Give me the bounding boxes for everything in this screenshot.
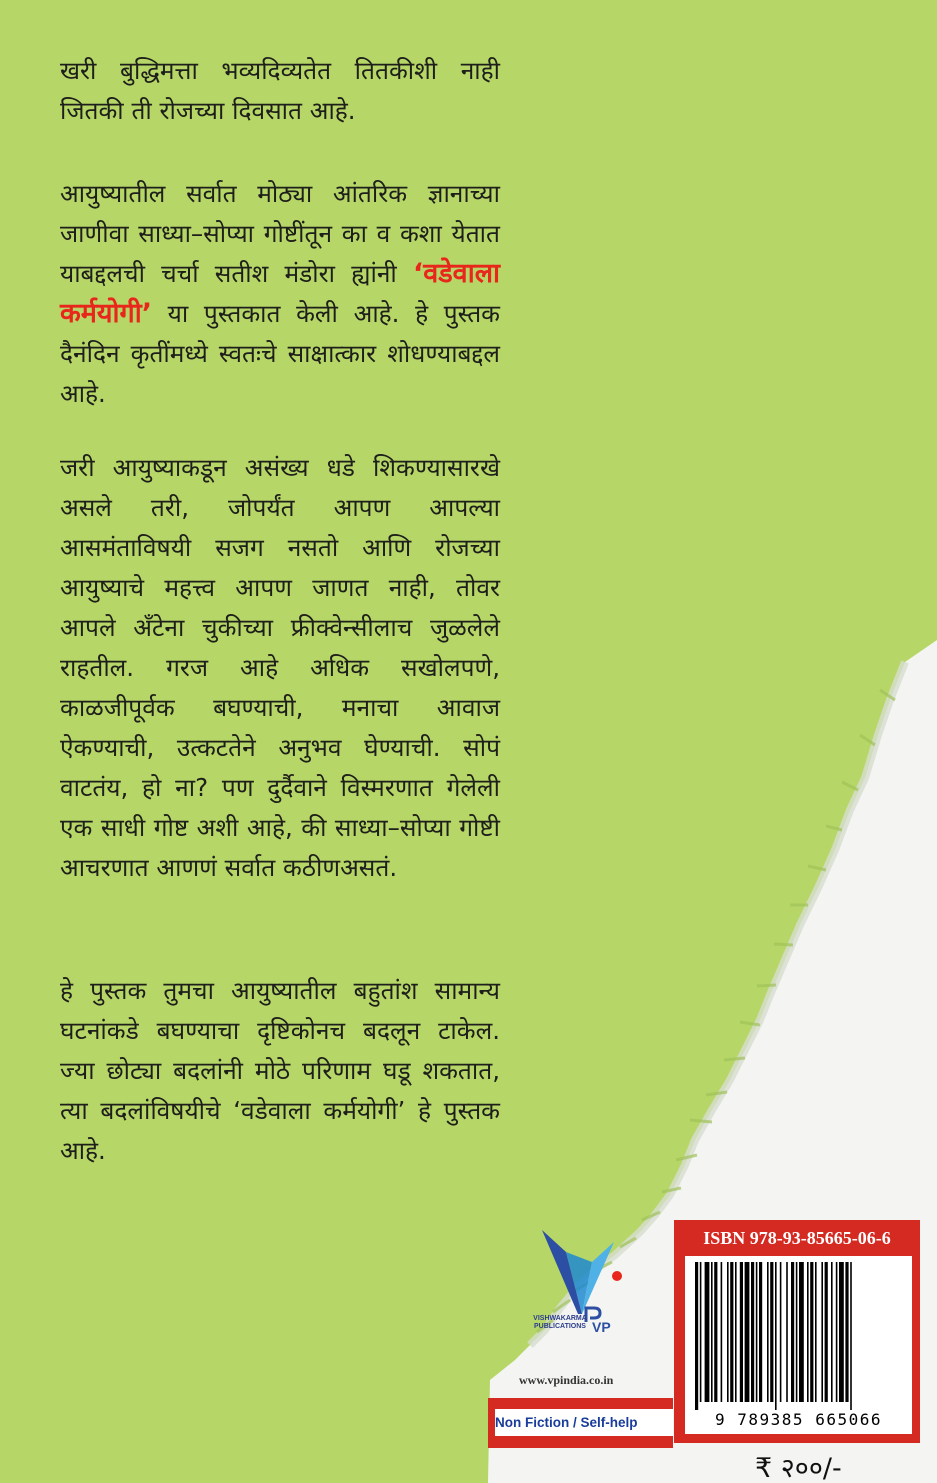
- blurb-paragraph-2-end: या पुस्तकात केली आहे. हे पुस्तक दैनंदिन कृतींमध्ये स्वतःचे साक्षात्कार शोधण्याबद्दल आहे.: [60, 299, 500, 408]
- barcode-bar: [705, 1262, 710, 1402]
- blurb-paragraph-4: हे पुस्तक तुमचा आयुष्यातील बहुतांश सामान्य घटनांकडे बघण्याचा दृष्टिकोनच बदलून टाकेल. ज्या छोट्या बदलांनी मोठे परिणाम घडू शकतात, त्या बदलांविषयीचे ‘वडेवाला कर्मयोगी’ हे पुस्तक आहे.: [60, 976, 500, 1165]
- barcode-bar: [850, 1262, 852, 1410]
- barcode-bar: [740, 1262, 743, 1402]
- barcode-bar: [700, 1262, 702, 1402]
- barcode-bar: [711, 1262, 713, 1402]
- publisher-name: VISHWAKARMA PUBLICATIONS: [533, 1315, 587, 1330]
- barcode-bar: [831, 1262, 833, 1402]
- barcode-bar: [695, 1262, 698, 1410]
- blurb-paragraph-3: जरी आयुष्याकडून असंख्य धडे शिकण्यासारखे असले तरी, जोपर्यंत आपण आपल्या आसमंताविषयी सजग नसतो आणि रोजच्या आयुष्याचे महत्त्व आपण जाणत नाही, तोवर आपले अँटेना चुकीच्या फ्रीक्वेन्सीलाच जुळलेले राहतील. गरज आहे अधिक सखोलपणे, काळजीपूर्वक बघण्याची, मनाचा आवाज ऐकण्याची, उत्कटतेने अनुभव घेण्याची. सोपं वाटतंय, हो ना? पण दुर्दैवाने विस्मरणात गेलेली एक साधी गोष्ट अशी आहे, की साध्या–सोप्या गोष्टी आचरणात आणणं सर्वात कठीणअसतं.: [60, 453, 500, 882]
- book-price: ₹ २००/-: [755, 1453, 842, 1483]
- barcode-bar: [735, 1262, 737, 1402]
- barcode-graphic: [693, 1262, 905, 1410]
- book-title-highlight: ‘वडेवाला कर्मयोगी’: [60, 258, 500, 329]
- barcode-bar: [730, 1262, 733, 1402]
- publisher-logo-mark: VP: [592, 1319, 611, 1335]
- barcode-bar: [807, 1262, 809, 1402]
- barcode-bar: [786, 1262, 788, 1402]
- barcode-bar: [756, 1262, 758, 1402]
- barcode-bar: [791, 1262, 794, 1402]
- barcode-bar: [775, 1262, 777, 1410]
- blurb-paragraph-2: [60, 174, 500, 414]
- barcode-bar: [810, 1262, 813, 1402]
- barcode-bar: [845, 1262, 848, 1402]
- barcode-bar: [759, 1262, 762, 1402]
- blurb-paragraph-1: खरी बुद्धिमत्ता भव्यदिव्यतेत तितकीशी नाही जितकी ती रोजच्या दिवसात आहे.: [60, 56, 500, 125]
- book-category: Non Fiction / Self-help: [495, 1409, 673, 1436]
- barcode-bar: [745, 1262, 750, 1402]
- publisher-website: www.vpindia.co.in: [519, 1373, 614, 1387]
- barcode-bar: [767, 1262, 769, 1402]
- barcode-bar: [721, 1262, 723, 1402]
- barcode-bar: [825, 1262, 828, 1402]
- barcode-bar: [799, 1262, 804, 1402]
- barcode-bar: [815, 1262, 817, 1402]
- barcode-bar: [770, 1262, 773, 1402]
- barcode-bar: [727, 1262, 729, 1402]
- barcode-bar: [796, 1262, 798, 1402]
- barcode-bar: [714, 1262, 717, 1402]
- barcode-bar: [839, 1262, 844, 1402]
- barcode-number: 9 789385 665066: [715, 1410, 882, 1429]
- isbn-label: ISBN 978-93-85665-06-6: [703, 1228, 891, 1248]
- barcode-bar: [780, 1262, 782, 1402]
- barcode-bar: [821, 1262, 823, 1402]
- blurb-paragraph-2-start: आयुष्यातील सर्वात मोठ्या आंतरिक ज्ञानाच्या जाणीवा साध्या–सोप्या गोष्टींतून का व कशा येतात याबद्दलची चर्चा सतीश मंडोरा ह्यांनी: [60, 179, 500, 288]
- barcode-bar: [836, 1262, 838, 1402]
- barcode-bar: [751, 1262, 754, 1402]
